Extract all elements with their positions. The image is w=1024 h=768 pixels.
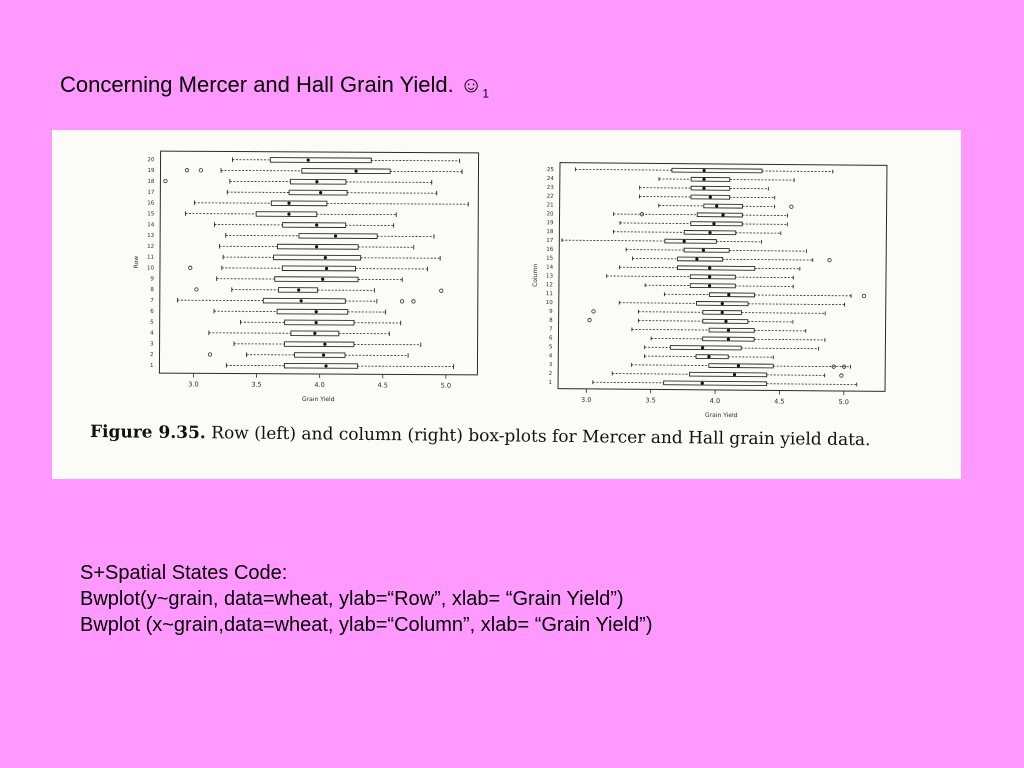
x-tick-label: 4.0 bbox=[709, 396, 721, 405]
outlier-point bbox=[164, 179, 167, 182]
box-iqr bbox=[274, 255, 361, 260]
box-iqr bbox=[285, 320, 354, 325]
box-iqr bbox=[678, 257, 723, 261]
box-iqr bbox=[704, 204, 743, 208]
y-axis-label: Column bbox=[531, 263, 540, 287]
x-tick-label: 3.0 bbox=[581, 395, 592, 404]
x-tick-label: 5.0 bbox=[440, 381, 452, 390]
box-column-25 bbox=[575, 167, 833, 173]
title-subscript: 1 bbox=[482, 86, 490, 101]
whisker-upper bbox=[723, 259, 813, 260]
median-dot bbox=[721, 302, 724, 305]
whisker-upper bbox=[729, 250, 806, 251]
category-tick-label: 14 bbox=[147, 222, 155, 229]
category-tick-label: 19 bbox=[546, 220, 554, 227]
median-dot bbox=[324, 364, 327, 367]
whisker-upper bbox=[741, 348, 818, 349]
category-tick-label: 17 bbox=[147, 189, 155, 196]
code-line-1: Bwplot(y~grain, data=wheat, ylab=“Row”, xlab= “Grain Yield”) bbox=[80, 588, 624, 610]
median-dot bbox=[724, 320, 727, 323]
whisker-lower bbox=[562, 240, 665, 241]
box-row-10 bbox=[189, 265, 428, 271]
x-tick-label: 4.5 bbox=[377, 381, 388, 390]
median-dot bbox=[325, 267, 328, 270]
median-dot bbox=[297, 288, 300, 291]
code-heading: S+Spatial States Code: bbox=[80, 562, 288, 584]
median-dot bbox=[703, 169, 706, 172]
code-line-2: Bwplot (x~grain,data=wheat, ylab=“Column”, xlab= “Grain Yield”) bbox=[80, 614, 653, 636]
whisker-lower bbox=[632, 365, 709, 366]
whisker-upper bbox=[755, 295, 852, 296]
category-tick-label: 9 bbox=[549, 308, 553, 315]
box-iqr bbox=[282, 266, 355, 271]
outlier-point bbox=[440, 289, 443, 292]
category-tick-label: 14 bbox=[546, 264, 554, 271]
box-row-7 bbox=[177, 298, 415, 304]
category-tick-label: 22 bbox=[546, 193, 554, 200]
box-iqr bbox=[672, 168, 762, 173]
category-tick-label: 10 bbox=[545, 300, 553, 307]
box-row-11 bbox=[223, 255, 440, 261]
box-row-16 bbox=[194, 201, 468, 207]
outlier-point bbox=[199, 169, 202, 172]
whisker-lower bbox=[638, 321, 702, 322]
box-column-18 bbox=[613, 230, 780, 235]
median-dot bbox=[315, 321, 318, 324]
figure-panel bbox=[52, 130, 961, 479]
whisker-lower bbox=[593, 382, 664, 383]
box-column-24 bbox=[659, 177, 794, 182]
whisker-lower bbox=[626, 250, 684, 251]
category-tick-label: 24 bbox=[546, 175, 554, 183]
x-axis-label: Grain Yield bbox=[302, 395, 335, 404]
median-dot bbox=[733, 373, 736, 376]
median-dot bbox=[721, 311, 724, 314]
whisker-upper bbox=[748, 304, 845, 305]
box-row-9 bbox=[217, 276, 403, 282]
box-row-17 bbox=[227, 190, 436, 196]
box-row-14 bbox=[214, 222, 393, 227]
category-tick-label: 3 bbox=[150, 341, 154, 348]
box-iqr bbox=[263, 298, 345, 303]
x-axis-label: Grain Yield bbox=[705, 411, 738, 420]
category-tick-label: 1 bbox=[548, 379, 553, 386]
whisker-upper bbox=[767, 384, 857, 385]
box-iqr bbox=[670, 346, 741, 350]
box-iqr bbox=[284, 342, 353, 347]
outlier-point bbox=[862, 294, 865, 297]
outlier-point bbox=[588, 318, 591, 321]
box-row-5 bbox=[240, 320, 400, 325]
median-dot bbox=[702, 178, 705, 181]
box-iqr bbox=[691, 177, 730, 181]
category-tick-label: 13 bbox=[545, 273, 554, 280]
category-tick-label: 8 bbox=[150, 287, 154, 294]
median-dot bbox=[324, 256, 327, 259]
category-tick-label: 25 bbox=[546, 167, 554, 174]
median-dot bbox=[715, 204, 718, 207]
median-dot bbox=[300, 299, 303, 302]
whisker-lower bbox=[619, 303, 696, 304]
box-row-1 bbox=[226, 363, 453, 369]
median-dot bbox=[334, 234, 337, 237]
x-tick-label: 4.5 bbox=[774, 397, 785, 406]
category-tick-label: 12 bbox=[147, 243, 155, 250]
whisker-upper bbox=[762, 171, 833, 172]
caption-label: Figure 9.35. bbox=[89, 422, 206, 444]
category-tick-label: 11 bbox=[147, 254, 155, 261]
category-tick-label: 21 bbox=[546, 202, 554, 209]
title-text: Concerning Mercer and Hall Grain Yield. bbox=[60, 72, 454, 97]
median-dot bbox=[315, 223, 318, 226]
box-iqr bbox=[295, 353, 345, 358]
outlier-point bbox=[185, 169, 188, 172]
box-iqr bbox=[289, 190, 347, 195]
box-iqr bbox=[283, 223, 346, 228]
box-row-8 bbox=[195, 287, 443, 293]
median-dot bbox=[727, 337, 730, 340]
outlier-point bbox=[840, 374, 843, 377]
box-column-15 bbox=[633, 257, 832, 262]
median-dot bbox=[321, 278, 324, 281]
category-tick-label: 16 bbox=[147, 200, 155, 207]
category-tick-label: 15 bbox=[147, 211, 155, 218]
box-row-20 bbox=[232, 157, 459, 163]
box-iqr bbox=[709, 293, 754, 297]
median-dot bbox=[315, 180, 318, 183]
box-iqr bbox=[690, 275, 735, 279]
median-dot bbox=[287, 213, 290, 216]
outlier-point bbox=[400, 300, 403, 303]
whisker-upper bbox=[730, 180, 794, 181]
category-tick-label: 6 bbox=[150, 308, 154, 315]
box-iqr bbox=[696, 355, 728, 359]
code-block bbox=[80, 560, 653, 638]
x-tick-label: 5.0 bbox=[838, 398, 849, 407]
category-tick-label: 4 bbox=[150, 330, 154, 337]
slide-title bbox=[60, 72, 489, 100]
box-row-19 bbox=[185, 168, 462, 174]
box-iqr bbox=[299, 234, 377, 239]
box-column-9 bbox=[592, 309, 825, 315]
box-iqr bbox=[665, 239, 717, 243]
category-tick-label: 1 bbox=[149, 362, 154, 370]
whisker-upper bbox=[767, 375, 825, 376]
median-dot bbox=[323, 343, 326, 346]
median-dot bbox=[737, 364, 740, 367]
median-dot bbox=[287, 202, 290, 205]
median-dot bbox=[712, 222, 715, 225]
box-column-16 bbox=[626, 248, 806, 253]
box-iqr bbox=[691, 222, 743, 226]
box-row-13 bbox=[226, 233, 434, 239]
category-tick-label: 13 bbox=[147, 233, 155, 240]
box-row-6 bbox=[214, 309, 386, 314]
whisker-upper bbox=[754, 339, 825, 340]
whisker-lower bbox=[613, 232, 684, 233]
whisker-upper bbox=[735, 286, 793, 287]
box-column-21 bbox=[659, 204, 793, 209]
median-dot bbox=[708, 266, 711, 269]
box-column-12 bbox=[645, 283, 793, 288]
box-column-2 bbox=[612, 372, 843, 378]
whisker-lower bbox=[575, 169, 672, 170]
whisker-upper bbox=[742, 313, 826, 314]
median-dot bbox=[695, 257, 698, 260]
box-iqr bbox=[277, 309, 348, 314]
median-dot bbox=[307, 158, 310, 161]
box-row-12 bbox=[219, 244, 413, 250]
category-tick-label: 23 bbox=[546, 184, 554, 191]
box-column-1 bbox=[593, 380, 857, 386]
median-dot bbox=[727, 293, 730, 296]
box-column-6 bbox=[651, 337, 825, 342]
median-dot bbox=[708, 275, 711, 278]
category-tick-label: 2 bbox=[149, 352, 154, 359]
box-row-4 bbox=[209, 331, 389, 336]
whisker-lower bbox=[607, 276, 691, 277]
box-column-7 bbox=[632, 328, 806, 333]
box-column-22 bbox=[640, 195, 775, 200]
box-iqr bbox=[271, 201, 327, 206]
box-column-11 bbox=[664, 292, 865, 297]
x-tick-label: 3.5 bbox=[251, 380, 262, 389]
category-tick-label: 8 bbox=[549, 317, 553, 324]
category-tick-label: 3 bbox=[548, 362, 553, 369]
box-column-17 bbox=[562, 238, 762, 243]
whisker-lower bbox=[614, 214, 698, 215]
category-tick-label: 15 bbox=[546, 255, 554, 262]
box-iqr bbox=[709, 364, 773, 368]
box-iqr bbox=[689, 372, 766, 376]
category-tick-label: 5 bbox=[150, 319, 154, 326]
category-tick-label: 19 bbox=[147, 168, 155, 175]
box-iqr bbox=[678, 266, 755, 270]
category-tick-label: 4 bbox=[548, 353, 553, 360]
x-tick-label: 4.0 bbox=[314, 380, 325, 390]
column-boxplot-panel bbox=[531, 162, 887, 420]
box-column-14 bbox=[620, 265, 800, 270]
whisker-lower bbox=[620, 223, 691, 224]
outlier-point bbox=[790, 205, 793, 208]
whisker-lower bbox=[612, 374, 689, 375]
box-column-13 bbox=[607, 274, 794, 279]
whisker-upper bbox=[327, 203, 468, 204]
median-dot bbox=[683, 240, 686, 243]
whisker-lower bbox=[620, 267, 678, 268]
outlier-point bbox=[208, 353, 211, 356]
category-tick-label: 9 bbox=[150, 276, 154, 283]
median-dot bbox=[313, 332, 316, 335]
box-iqr bbox=[690, 284, 735, 288]
smiley-icon: ☺ bbox=[459, 72, 483, 97]
box-iqr bbox=[684, 248, 729, 252]
category-tick-label: 10 bbox=[146, 265, 154, 272]
row-boxplot-panel bbox=[132, 151, 478, 404]
box-iqr bbox=[691, 186, 730, 190]
median-dot bbox=[708, 231, 711, 234]
box-iqr bbox=[256, 212, 317, 217]
outlier-point bbox=[592, 310, 595, 313]
category-tick-label: 7 bbox=[150, 298, 154, 305]
box-column-5 bbox=[645, 345, 819, 350]
median-dot bbox=[319, 191, 322, 194]
category-tick-label: 12 bbox=[545, 282, 553, 289]
box-column-20 bbox=[614, 212, 788, 217]
box-iqr bbox=[664, 381, 767, 386]
x-tick-label: 3.5 bbox=[645, 396, 656, 405]
whisker-upper bbox=[773, 366, 850, 367]
category-tick-label: 11 bbox=[545, 291, 553, 298]
box-row-3 bbox=[234, 342, 421, 348]
box-iqr bbox=[284, 363, 357, 368]
median-dot bbox=[701, 346, 704, 349]
whisker-upper bbox=[735, 277, 793, 278]
box-iqr bbox=[709, 328, 754, 332]
category-tick-label: 17 bbox=[546, 238, 554, 245]
median-dot bbox=[702, 249, 705, 252]
category-tick-label: 20 bbox=[147, 157, 155, 164]
box-row-2 bbox=[208, 352, 408, 358]
box-iqr bbox=[302, 169, 390, 174]
box-row-18 bbox=[164, 179, 432, 185]
median-dot bbox=[322, 353, 325, 356]
outlier-point bbox=[195, 288, 198, 291]
box-column-19 bbox=[620, 221, 787, 226]
box-column-23 bbox=[640, 186, 769, 191]
box-iqr bbox=[270, 158, 371, 163]
median-dot bbox=[707, 355, 710, 358]
outlier-point bbox=[189, 266, 192, 269]
category-tick-label: 20 bbox=[546, 211, 554, 218]
median-dot bbox=[702, 187, 705, 190]
category-tick-label: 18 bbox=[546, 229, 554, 236]
plot-frame bbox=[159, 151, 478, 375]
median-dot bbox=[708, 284, 711, 287]
box-column-8 bbox=[588, 318, 793, 324]
median-dot bbox=[721, 213, 724, 216]
box-column-4 bbox=[645, 354, 774, 359]
median-dot bbox=[709, 196, 712, 199]
box-column-3 bbox=[632, 363, 851, 369]
category-tick-label: 5 bbox=[548, 344, 553, 351]
y-axis-label: Row bbox=[132, 255, 141, 269]
outlier-point bbox=[828, 258, 831, 261]
whisker-lower bbox=[639, 312, 703, 313]
category-tick-label: 6 bbox=[548, 335, 553, 342]
box-row-15 bbox=[185, 211, 396, 217]
category-tick-label: 16 bbox=[546, 246, 554, 253]
category-tick-label: 2 bbox=[548, 370, 553, 378]
outlier-point bbox=[412, 300, 415, 303]
caption-text: Row (left) and column (right) box-plots for Mercer and Hall grain yield data. bbox=[205, 423, 871, 451]
whisker-lower bbox=[632, 329, 709, 330]
median-dot bbox=[727, 329, 730, 332]
median-dot bbox=[315, 310, 318, 313]
whisker-upper bbox=[358, 366, 454, 367]
box-iqr bbox=[697, 213, 742, 217]
box-column-10 bbox=[619, 301, 844, 307]
median-dot bbox=[701, 382, 704, 385]
median-dot bbox=[315, 245, 318, 248]
category-tick-label: 18 bbox=[147, 178, 155, 185]
x-tick-label: 3.0 bbox=[188, 380, 199, 389]
category-tick-label: 7 bbox=[549, 326, 553, 333]
box-iqr bbox=[275, 277, 358, 282]
median-dot bbox=[354, 170, 357, 173]
